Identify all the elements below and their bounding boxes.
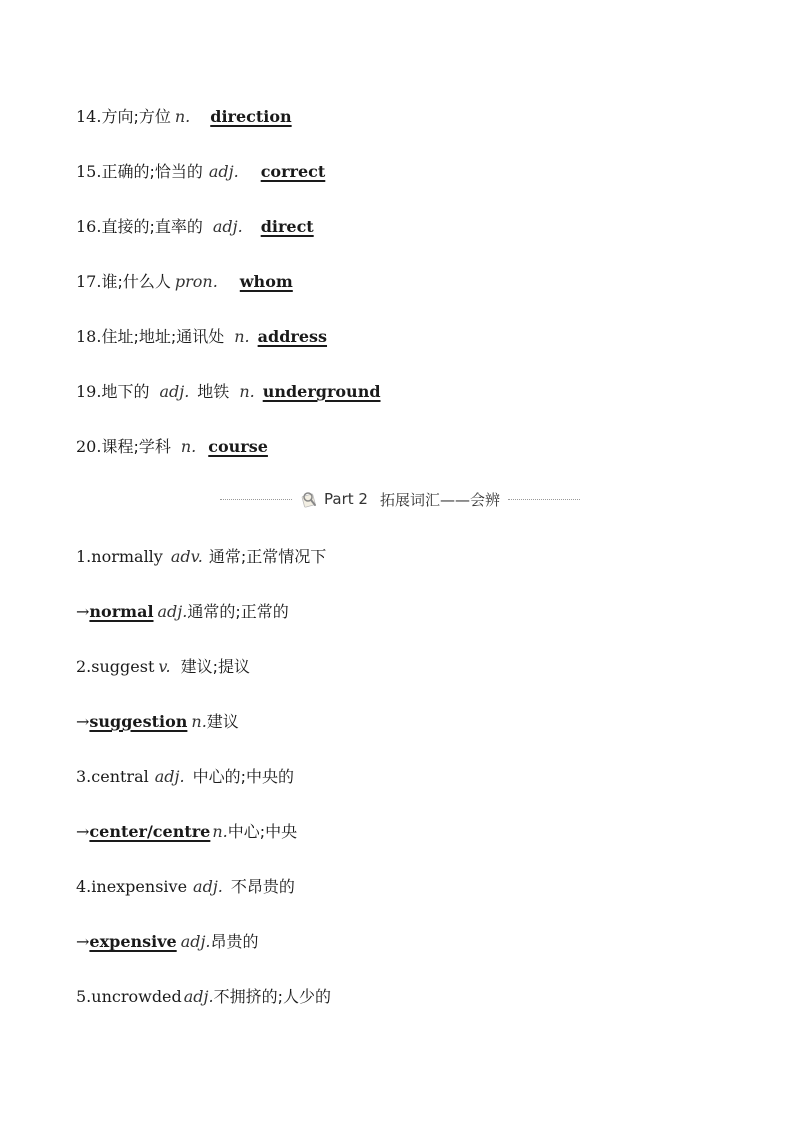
answer-word: direction [210, 107, 292, 126]
derived-item [76, 932, 259, 952]
chinese-meaning: 通常;正常情况下 [208, 547, 327, 566]
headword: normally [91, 547, 163, 566]
part-of-speech: adv. [170, 547, 203, 566]
vocab-item [76, 217, 314, 237]
extended-item [76, 767, 294, 787]
chinese-meaning: 地下的 [101, 382, 150, 401]
item-number: 16. [76, 217, 102, 236]
derived-item [76, 822, 297, 842]
arrow-icon: → [76, 712, 90, 731]
chinese-meaning: 谁;什么人 [101, 272, 171, 291]
chinese-meaning: 中心的;中央的 [192, 767, 294, 786]
chinese-meaning: 方向;方位 [101, 107, 171, 126]
extended-item [76, 657, 250, 677]
divider-rule-right [508, 499, 580, 500]
chinese-meaning: 不昂贵的 [230, 877, 295, 896]
headword: uncrowded [91, 987, 182, 1006]
answer-word: whom [239, 272, 293, 291]
derived-answer: normal [89, 602, 154, 621]
chinese-meaning: 正确的;恰当的 [101, 162, 203, 181]
chinese-meaning: 直接的;直率的 [101, 217, 203, 236]
section-label: Part 2 [324, 490, 368, 508]
item-number: 2. [76, 657, 92, 676]
derived-item [76, 602, 289, 622]
part-of-speech: v. [158, 657, 171, 676]
part-of-speech: adj. [183, 987, 214, 1006]
part-of-speech: n. [174, 107, 191, 126]
answer-word: course [208, 437, 268, 456]
derived-answer: expensive [89, 932, 177, 951]
item-number: 15. [76, 162, 102, 181]
part-of-speech: adj. [180, 932, 211, 951]
divider-rule-left [220, 499, 292, 500]
part-of-speech: adj. [157, 602, 188, 621]
vocab-item [76, 327, 327, 347]
derived-answer: suggestion [89, 712, 188, 731]
part-of-speech: n. [191, 712, 207, 731]
answer-word: direct [260, 217, 314, 236]
part-of-speech: pron. [174, 272, 218, 291]
arrow-icon: → [76, 822, 90, 841]
section-heading [292, 489, 508, 510]
answer-word: underground [262, 382, 381, 401]
part-of-speech: adj. [212, 217, 243, 236]
arrow-icon: → [76, 932, 90, 951]
vocab-item [76, 382, 381, 402]
vocab-item [76, 162, 325, 182]
derived-answer: center/centre [89, 822, 211, 841]
part-of-speech: adj. [193, 877, 223, 896]
part-of-speech: n. [234, 327, 250, 346]
extended-item [76, 547, 326, 567]
part-of-speech: adj. [154, 767, 185, 786]
headword: inexpensive [91, 877, 188, 896]
vocab-item [76, 272, 293, 292]
vocab-item [76, 107, 292, 127]
item-number: 20. [76, 437, 102, 456]
answer-word: correct [260, 162, 326, 181]
chinese-meaning-2: 地铁 [197, 382, 230, 401]
item-number: 1. [76, 547, 92, 566]
part-of-speech: adj. [159, 382, 190, 401]
chinese-meaning: 昂贵的 [210, 932, 259, 951]
chinese-meaning: 中心;中央 [227, 822, 298, 841]
section-divider [220, 488, 580, 510]
item-number: 19. [76, 382, 102, 401]
item-number: 14. [76, 107, 102, 126]
section-title: 拓展词汇——会辨 [379, 490, 500, 509]
vocab-item [76, 437, 268, 457]
chinese-meaning: 通常的;正常的 [187, 602, 289, 621]
answer-word: address [257, 327, 328, 346]
chinese-meaning: 建议 [206, 712, 239, 731]
part-of-speech-2: n. [239, 382, 255, 401]
derived-item [76, 712, 239, 732]
chinese-meaning: 建议;提议 [180, 657, 251, 676]
item-number: 3. [76, 767, 92, 786]
chinese-meaning: 住址;地址;通讯处 [101, 327, 225, 346]
part-of-speech: n. [212, 822, 228, 841]
part-of-speech: adj. [208, 162, 239, 181]
item-number: 5. [76, 987, 92, 1006]
part-of-speech: n. [180, 437, 197, 456]
headword: central [91, 767, 149, 786]
chinese-meaning: 不拥挤的;人少的 [213, 987, 331, 1006]
item-number: 4. [76, 877, 92, 896]
item-number: 18. [76, 327, 102, 346]
extended-item [76, 877, 295, 897]
magnifier-icon [300, 490, 318, 508]
item-number: 17. [76, 272, 102, 291]
extended-item [76, 987, 331, 1007]
headword: suggest [91, 657, 155, 676]
arrow-icon: → [76, 602, 90, 621]
chinese-meaning: 课程;学科 [101, 437, 171, 456]
